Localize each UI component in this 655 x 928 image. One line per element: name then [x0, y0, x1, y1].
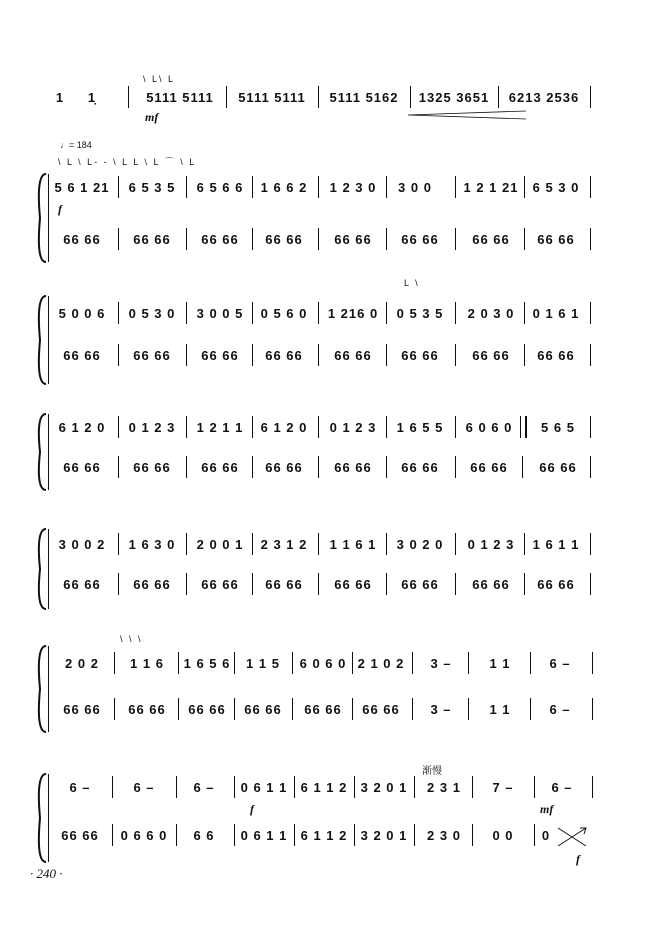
- barline: [590, 533, 591, 555]
- barline: [318, 344, 319, 366]
- barline: [386, 302, 387, 324]
- measure: 0 1 6 1: [532, 306, 580, 321]
- measure: 6 0 6 0: [465, 420, 513, 435]
- upper-line: [0, 656, 655, 676]
- technique-marks: \ \ \: [120, 634, 143, 644]
- barline: [414, 776, 415, 798]
- measure: 5111 5162: [329, 90, 399, 105]
- barline: [386, 533, 387, 555]
- measure: 6 6: [193, 828, 215, 843]
- measure: 66 66: [401, 232, 439, 247]
- lower-line: [0, 828, 655, 848]
- measure: 6213 2536: [508, 90, 580, 105]
- measure: 0 0: [492, 828, 514, 843]
- barline: [522, 456, 523, 478]
- barline: [318, 302, 319, 324]
- measure: 5 6 1 21: [54, 180, 110, 195]
- barline: [352, 652, 353, 674]
- barline: [386, 456, 387, 478]
- measure: 66 66: [537, 232, 575, 247]
- measure: 3 0 0: [398, 180, 432, 195]
- measure: 66 66: [265, 577, 303, 592]
- measure: 0 1 2 3: [329, 420, 377, 435]
- measure: 3 –: [430, 656, 452, 671]
- barline: [524, 228, 525, 250]
- dynamic-f: f: [576, 852, 580, 866]
- measure: 66 66: [362, 702, 400, 717]
- barline: [234, 824, 235, 846]
- barline: [590, 456, 591, 478]
- lower-line: [0, 577, 655, 597]
- barline: [118, 573, 119, 595]
- technique-marks: L \: [404, 278, 420, 288]
- measure: 66 66: [265, 460, 303, 475]
- barline: [534, 776, 535, 798]
- measure: 3 0 2 0: [396, 537, 444, 552]
- barline: [414, 824, 415, 846]
- barline: [455, 416, 456, 438]
- measure: 2 0 2: [65, 656, 99, 671]
- measure: 3 0 0 5: [196, 306, 244, 321]
- measure: 1 1 6 1: [329, 537, 377, 552]
- measure: 6 –: [549, 702, 571, 717]
- measure: 1 1: [489, 702, 511, 717]
- measure: 66 66: [63, 702, 101, 717]
- upper-line: [0, 420, 655, 440]
- measure: 66 66: [472, 577, 510, 592]
- barline: [472, 824, 473, 846]
- measure: 66 66: [133, 460, 171, 475]
- measure: 1 6 1 1: [532, 537, 580, 552]
- measure: 66 66: [201, 232, 239, 247]
- measure: 66 66: [133, 232, 171, 247]
- barline: [114, 698, 115, 720]
- measure: 66 66: [539, 460, 577, 475]
- barline: [530, 652, 531, 674]
- barline: [292, 652, 293, 674]
- measure: 66 66: [334, 577, 372, 592]
- barline: [590, 228, 591, 250]
- measure: 6 –: [551, 780, 573, 795]
- measure: 5111 5111: [238, 90, 306, 105]
- barline: [386, 416, 387, 438]
- barline: [524, 573, 525, 595]
- measure: 5111 5111: [146, 90, 214, 105]
- measure: 2 0 3 0: [467, 306, 515, 321]
- measure: 66 66: [188, 702, 226, 717]
- barline: [186, 456, 187, 478]
- upper-line: [0, 780, 655, 800]
- measure: 6 1 1 2: [300, 828, 348, 843]
- barline: [318, 416, 319, 438]
- barline: [410, 86, 411, 108]
- barline: [128, 86, 129, 108]
- barline: [234, 652, 235, 674]
- measure: 66 66: [304, 702, 342, 717]
- measure: 0 1 2 3: [467, 537, 515, 552]
- barline: [534, 824, 535, 846]
- measure: 6 1 1 2: [300, 780, 348, 795]
- measure: 6 1 2 0: [58, 420, 106, 435]
- barline: [252, 416, 253, 438]
- barline: [455, 456, 456, 478]
- measure: 66 66: [334, 460, 372, 475]
- measure: 66 66: [201, 460, 239, 475]
- upper-line: [0, 306, 655, 326]
- barline: [524, 533, 525, 555]
- barline: [292, 698, 293, 720]
- measure: 1 1: [489, 656, 511, 671]
- measure: 0 5 3 0: [128, 306, 176, 321]
- measure: 3 –: [430, 702, 452, 717]
- barline: [354, 776, 355, 798]
- barline: [524, 344, 525, 366]
- measure: 66 66: [537, 577, 575, 592]
- barline: [455, 533, 456, 555]
- barline: [592, 698, 593, 720]
- measure: 66 66: [63, 348, 101, 363]
- barline: [386, 573, 387, 595]
- measure: 6 –: [193, 780, 215, 795]
- measure: 66 66: [133, 348, 171, 363]
- measure: 2 3 1: [427, 780, 461, 795]
- measure: 0 6 6 0: [120, 828, 168, 843]
- measure: 66 66: [265, 232, 303, 247]
- measure: 1 2 1 1: [196, 420, 244, 435]
- barline: [352, 698, 353, 720]
- measure: 66 66: [472, 348, 510, 363]
- barline: [186, 302, 187, 324]
- measure: 1 6 5 6: [183, 656, 231, 671]
- barline: [252, 302, 253, 324]
- barline: [590, 416, 591, 438]
- barline: [252, 228, 253, 250]
- measure: 66 66: [63, 460, 101, 475]
- barline: [234, 776, 235, 798]
- barline: [186, 573, 187, 595]
- barline: [118, 533, 119, 555]
- measure: 5 6 5: [541, 420, 575, 435]
- measure: 3 0 0 2: [58, 537, 106, 552]
- measure: 0 5 3 5: [396, 306, 444, 321]
- barline: [590, 302, 591, 324]
- barline: [592, 652, 593, 674]
- barline: [468, 652, 469, 674]
- barline: [386, 228, 387, 250]
- measure: 2 3 1 2: [260, 537, 308, 552]
- measure: 6 –: [549, 656, 571, 671]
- barline: [186, 416, 187, 438]
- barline: [455, 573, 456, 595]
- upper-line: [0, 537, 655, 557]
- barline: [176, 776, 177, 798]
- barline: [178, 698, 179, 720]
- barline: [294, 776, 295, 798]
- measure: 66 66: [201, 577, 239, 592]
- glissando-arrow: [556, 826, 592, 848]
- measure: 3 2 0 1: [360, 780, 408, 795]
- measure: 1 2 1 21: [463, 180, 519, 195]
- technique-marks: \ L\ L: [143, 74, 176, 84]
- barline: [252, 176, 253, 198]
- measure: 6 –: [69, 780, 91, 795]
- barline: [186, 228, 187, 250]
- barline: [455, 176, 456, 198]
- measure: 6 5 3 5: [128, 180, 176, 195]
- barline: [455, 228, 456, 250]
- barline: [592, 776, 593, 798]
- barline: [252, 456, 253, 478]
- measure: 5 0 0 6: [58, 306, 106, 321]
- measure: 0 6 1 1: [240, 828, 288, 843]
- measure: 6 5 6 6: [196, 180, 244, 195]
- tempo-mark: ♩= 184: [60, 140, 92, 150]
- dynamic-mf: mf: [145, 110, 159, 124]
- barline: [118, 176, 119, 198]
- measure: 1 216 0: [327, 306, 379, 321]
- measure: 3 2 0 1: [360, 828, 408, 843]
- measure: 66 66: [470, 460, 508, 475]
- measure: 66 66: [63, 577, 101, 592]
- barline: [318, 86, 319, 108]
- barline: [530, 698, 531, 720]
- barline: [318, 456, 319, 478]
- barline: [118, 416, 119, 438]
- measure: 1 1 6: [130, 656, 164, 671]
- barline: [354, 824, 355, 846]
- measure: 0: [541, 828, 551, 843]
- measure: 6 –: [133, 780, 155, 795]
- barline: [412, 652, 413, 674]
- measure: 66 66: [133, 577, 171, 592]
- measure: 66 66: [472, 232, 510, 247]
- barline: [118, 228, 119, 250]
- barline: [318, 573, 319, 595]
- barline: [318, 533, 319, 555]
- barline: [294, 824, 295, 846]
- measure: 66 66: [265, 348, 303, 363]
- double-barline: [520, 416, 527, 438]
- measure: 66 66: [537, 348, 575, 363]
- measure: 1 1 5: [246, 656, 280, 671]
- measure: 66 66: [128, 702, 166, 717]
- measure: 66 66: [63, 232, 101, 247]
- barline: [318, 176, 319, 198]
- measure: 1 6 3 0: [128, 537, 176, 552]
- barline: [590, 176, 591, 198]
- measure: 66 66: [401, 460, 439, 475]
- barline: [318, 228, 319, 250]
- measure: 66 66: [334, 348, 372, 363]
- barline: [524, 176, 525, 198]
- barline: [252, 344, 253, 366]
- measure: 1 2 3 0: [329, 180, 377, 195]
- measure: 1 6 5 5: [396, 420, 444, 435]
- barline: [412, 698, 413, 720]
- barline: [590, 344, 591, 366]
- barline: [498, 86, 499, 108]
- upper-line: [0, 180, 655, 200]
- dynamic-mf: mf: [540, 802, 554, 816]
- lower-line: [0, 460, 655, 480]
- barline: [524, 302, 525, 324]
- barline: [112, 776, 113, 798]
- measure: 66 66: [201, 348, 239, 363]
- measure: 6 0 6 0: [299, 656, 347, 671]
- measure: 0 1 2 3: [128, 420, 176, 435]
- measure: 6 1 2 0: [260, 420, 308, 435]
- barline: [386, 344, 387, 366]
- measure: 2 0 0 1: [196, 537, 244, 552]
- barline: [472, 776, 473, 798]
- melody-line: [0, 90, 655, 110]
- barline: [468, 698, 469, 720]
- measure: 1325 3651: [418, 90, 490, 105]
- barline: [118, 344, 119, 366]
- barline: [590, 86, 591, 108]
- measure: 7 –: [492, 780, 514, 795]
- barline: [252, 533, 253, 555]
- measure: 66 66: [244, 702, 282, 717]
- measure: 0 5 6 0: [260, 306, 308, 321]
- measure: 66 66: [61, 828, 99, 843]
- measure: 1: [55, 90, 65, 105]
- dynamic-f: f: [250, 802, 254, 816]
- barline: [252, 573, 253, 595]
- measure: 2 3 0: [427, 828, 461, 843]
- measure: 66 66: [401, 577, 439, 592]
- measure: 6 5 3 0: [532, 180, 580, 195]
- barline: [114, 652, 115, 674]
- tempo-change: 渐慢: [422, 766, 442, 777]
- barline: [118, 302, 119, 324]
- barline: [234, 698, 235, 720]
- barline: [118, 456, 119, 478]
- barline: [178, 652, 179, 674]
- lower-line: [0, 702, 655, 722]
- measure: 1̣: [87, 90, 97, 105]
- dynamic-f: f: [58, 202, 62, 216]
- crescendo-hairpin: [408, 110, 528, 120]
- technique-marks: \ L \ L- - \ L L \ L ⌒ \ L: [58, 157, 197, 167]
- barline: [186, 533, 187, 555]
- barline: [186, 176, 187, 198]
- measure: 1 6 6 2: [260, 180, 308, 195]
- barline: [186, 344, 187, 366]
- measure: 0 6 1 1: [240, 780, 288, 795]
- lower-line: [0, 348, 655, 368]
- lower-line: [0, 232, 655, 252]
- barline: [455, 302, 456, 324]
- barline: [455, 344, 456, 366]
- barline: [176, 824, 177, 846]
- measure: 66 66: [334, 232, 372, 247]
- barline: [226, 86, 227, 108]
- measure: 66 66: [401, 348, 439, 363]
- barline: [112, 824, 113, 846]
- page-number: · 240 ·: [30, 866, 63, 881]
- barline: [590, 573, 591, 595]
- barline: [386, 176, 387, 198]
- measure: 2 1 0 2: [357, 656, 405, 671]
